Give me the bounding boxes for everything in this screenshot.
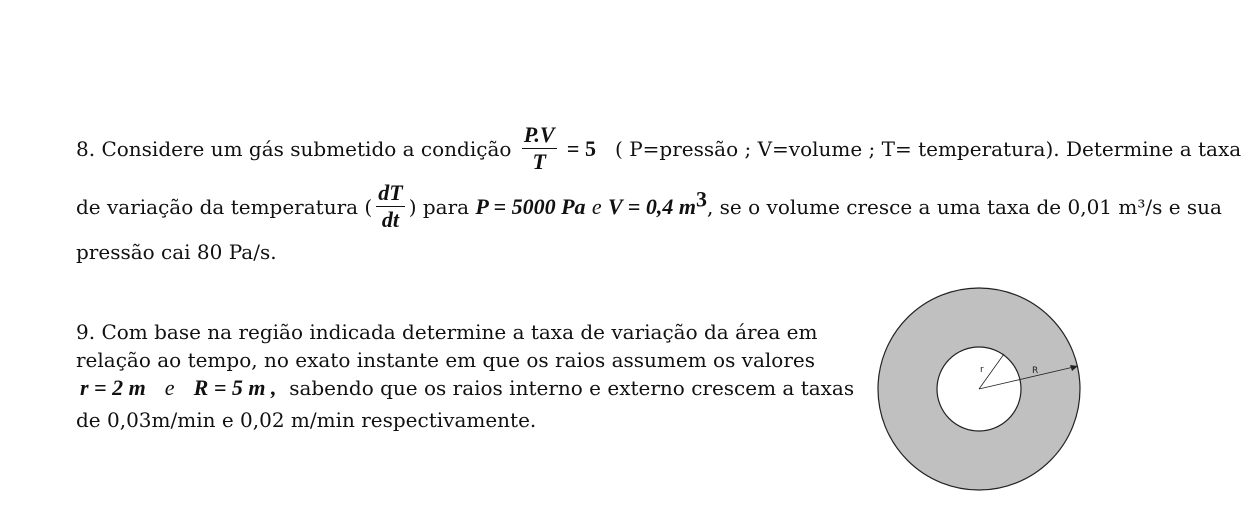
q8-volume-exponent: 3 [695, 186, 707, 212]
q9-line3-tail: sabendo que os raios interno e externo crescem a taxas [289, 376, 855, 400]
q9-line4: de 0,03m/min e 0,02 m/min respectivamente. [76, 408, 537, 432]
q8-volume-value: V = 0,4 m [608, 194, 696, 219]
q9-line-3 [80, 376, 854, 400]
q8-line3: pressão cai 80 Pa/s. [76, 240, 277, 264]
q8-line2-mid: ) para [408, 195, 470, 219]
q9-inner-radius-value: r = 2 m [80, 375, 146, 400]
q8-fraction-denominator: T [532, 149, 546, 174]
q8-condition-equals: = 5 [566, 136, 596, 161]
q9-line2: relação ao tempo, no exato instante em que os raios assumem os valores [76, 348, 816, 372]
q8-variable-legend: ( P=pressão ; V=volume ; T= temperatura). Determine a taxa [615, 137, 1242, 161]
q8-intro: 8. Considere um gás submetido a condição [76, 137, 512, 161]
q8-derivative-denominator: dt [381, 207, 400, 232]
q9-line1: 9. Com base na região indicada determine a taxa de variação da área em [76, 320, 818, 344]
q8-pressure-value: P = 5000 Pa [475, 194, 586, 219]
inner-radius-label: r [980, 365, 984, 375]
q8-derivative-fraction [376, 180, 404, 233]
q9-line-2 [76, 348, 815, 372]
q8-line2-prefix: de variação da temperatura ( [76, 195, 373, 219]
q9-outer-radius-value: R = 5 m , [193, 375, 277, 400]
q8-conjunction: e [591, 194, 602, 219]
q9-conjunction: e [164, 375, 175, 400]
q8-condition-fraction [522, 122, 557, 175]
q9-line-1 [76, 320, 817, 344]
q8-line-3 [76, 240, 277, 264]
q8-derivative-numerator: dT [378, 180, 403, 205]
q8-fraction-numerator: P.V [523, 122, 555, 147]
q8-line2-tail: , se o volume cresce a uma taxa de 0,01 m³/s e sua [706, 195, 1222, 219]
q9-line-4 [76, 408, 536, 432]
annulus-figure [872, 282, 1086, 496]
q8-line-1 [76, 124, 1241, 177]
q8-line-2 [76, 182, 1222, 235]
outer-radius-label: R [1032, 366, 1039, 376]
